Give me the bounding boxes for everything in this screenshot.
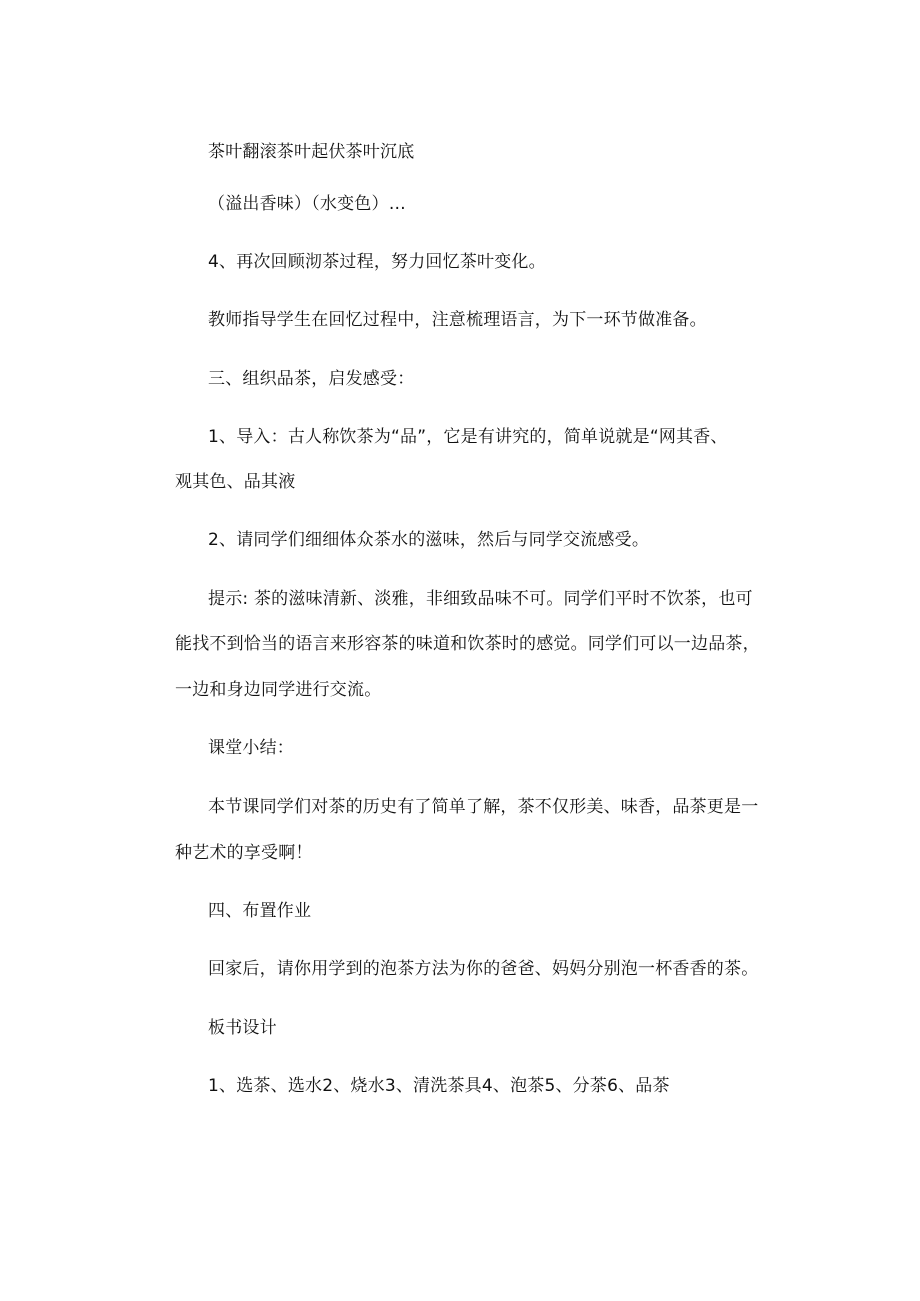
text-line-homework: 回家后，请你用学到的泡茶方法为你的爸爸、妈妈分别泡一杯香香的茶。 [208,959,759,979]
text-line-hint-continued-1: 能找不到恰当的语言来形容茶的味道和饮茶时的感觉。同学们可以一边品茶， [175,634,760,654]
text-line-tea-leaves: 茶叶翻滚茶叶起伏茶叶沉底 [208,142,415,162]
text-line-step-4: 4、再次回顾沏茶过程，努力回忆茶叶变化。 [208,252,546,272]
text-line-step-2: 2、请同学们细细体众茶水的滋味，然后与同学交流感受。 [208,530,650,550]
text-line-hint-continued-2: 一边和身边同学进行交流。 [175,680,382,700]
text-line-teacher-guidance: 教师指导学生在回忆过程中，注意梳理语言，为下一环节做准备。 [208,310,707,330]
text-line-intro-continued: 观其色、品其液 [175,472,296,492]
text-line-summary: 本节课同学们对茶的历史有了简单了解，茶不仅形美、味香，品茶更是一 [208,797,759,817]
text-line-board-steps: 1、选茶、选水2、烧水3、清洗茶具4、泡茶5、分茶6、品茶 [208,1076,670,1096]
text-line-hint: 提示: 茶的滋味清新、淡雅，非细致品味不可。同学们平时不饮茶，也可 [208,589,753,609]
section-heading-board-design: 板书设计 [208,1018,277,1038]
section-heading-homework: 四、布置作业 [208,901,312,921]
text-line-summary-continued: 种艺术的享受啊！ [175,843,313,863]
text-line-intro: 1、导入：古人称饮茶为“品”，它是有讲究的，简单说就是“网其香、 [208,427,728,447]
section-heading-summary: 课堂小结： [208,738,294,758]
section-heading-tasting: 三、组织品茶，启发感受： [208,369,415,389]
text-line-aroma-color: （溢出香味）（水变色）… [208,194,406,214]
